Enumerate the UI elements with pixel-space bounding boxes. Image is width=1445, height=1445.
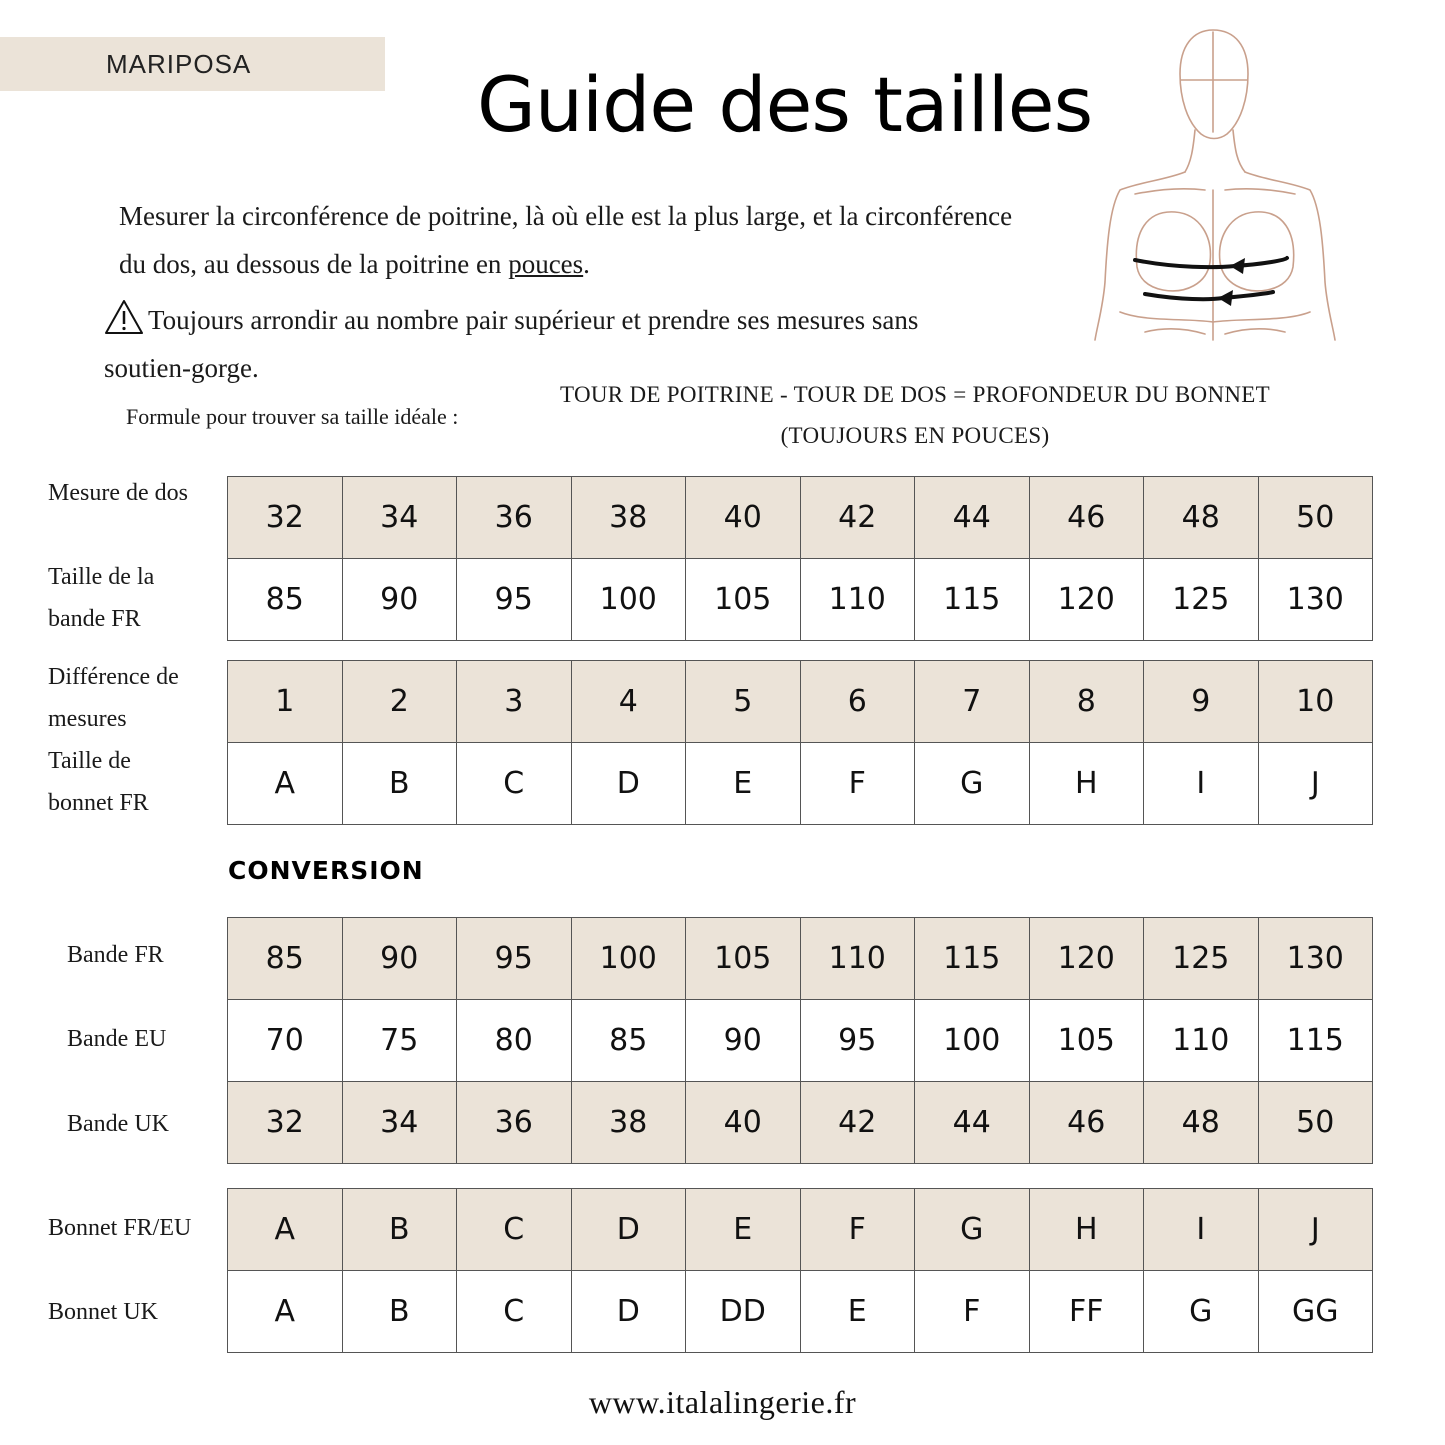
table-cell: DD <box>686 1271 801 1353</box>
table-cell: C <box>457 1189 572 1271</box>
table-cell: 36 <box>457 1082 572 1164</box>
table-row <box>228 559 1373 641</box>
table-cell: 125 <box>1144 559 1259 641</box>
table-cell: A <box>228 1189 343 1271</box>
table-cell: 75 <box>342 1000 457 1082</box>
conversion-heading: CONVERSION <box>228 856 424 885</box>
table-cell: 40 <box>686 477 801 559</box>
table-cell: 95 <box>457 559 572 641</box>
table-cell: B <box>342 743 457 825</box>
table-cell: F <box>800 1189 915 1271</box>
table-row <box>228 661 1373 743</box>
table-cell: E <box>686 743 801 825</box>
table-cell: 6 <box>800 661 915 743</box>
cup-size-table <box>227 660 1373 825</box>
table-cell: 48 <box>1144 1082 1259 1164</box>
table-cell: 100 <box>571 559 686 641</box>
table-cell: 44 <box>915 1082 1030 1164</box>
table-cell: E <box>800 1271 915 1353</box>
table-cell: 3 <box>457 661 572 743</box>
table-cell: 85 <box>571 1000 686 1082</box>
table-cell: 115 <box>915 918 1030 1000</box>
table-cell: 9 <box>1144 661 1259 743</box>
formula-label: Formule pour trouver sa taille idéale : <box>126 404 459 429</box>
table-cell: FF <box>1029 1271 1144 1353</box>
table-cell: 115 <box>915 559 1030 641</box>
table-cell: 8 <box>1029 661 1144 743</box>
row-label-cup-uk: Bonnet UK <box>48 1299 158 1325</box>
table-cell: E <box>686 1189 801 1271</box>
table-cell: 70 <box>228 1000 343 1082</box>
table-cell: H <box>1029 743 1144 825</box>
table-cell: 38 <box>571 1082 686 1164</box>
warning-text: Toujours arrondir au nombre pair supérieur et prendre ses mesures sans soutien-gorge. <box>104 305 919 383</box>
row-label-band-uk: Bande UK <box>67 1111 169 1137</box>
formula <box>520 374 1310 456</box>
table-cell: 34 <box>342 1082 457 1164</box>
table-cell: 100 <box>915 1000 1030 1082</box>
table-cell: 130 <box>1258 559 1373 641</box>
table-cell: J <box>1258 743 1373 825</box>
table-cell: 120 <box>1029 559 1144 641</box>
table-cell: 40 <box>686 1082 801 1164</box>
table-row <box>228 1271 1373 1353</box>
row-label-band-fr: Bande FR <box>67 942 164 968</box>
row-label-cup-size-fr: Taille de bonnet FR <box>48 748 149 816</box>
table-cell: 50 <box>1258 477 1373 559</box>
table-cell: 110 <box>800 559 915 641</box>
table-cell: 42 <box>800 1082 915 1164</box>
table-cell: G <box>915 743 1030 825</box>
table-cell: 42 <box>800 477 915 559</box>
table-cell: 105 <box>1029 1000 1144 1082</box>
table-cell: D <box>571 1189 686 1271</box>
row-label-back-measure: Mesure de dos <box>48 480 188 506</box>
table-cell: 90 <box>686 1000 801 1082</box>
table-cell: 46 <box>1029 1082 1144 1164</box>
table-cell: A <box>228 1271 343 1353</box>
table-cell: 48 <box>1144 477 1259 559</box>
table-cell: G <box>1144 1271 1259 1353</box>
table-cell: GG <box>1258 1271 1373 1353</box>
table-cell: D <box>571 1271 686 1353</box>
formula-line-2: (TOUJOURS EN POUCES) <box>780 423 1050 448</box>
table-cell: B <box>342 1271 457 1353</box>
table-cell: 50 <box>1258 1082 1373 1164</box>
table-cell: 85 <box>228 559 343 641</box>
table-cell: 100 <box>571 918 686 1000</box>
table-cell: C <box>457 1271 572 1353</box>
table-cell: 110 <box>800 918 915 1000</box>
row-label-measure-difference: Différence de mesures <box>48 664 179 732</box>
table-cell: 85 <box>228 918 343 1000</box>
band-size-table <box>227 476 1373 641</box>
website-link[interactable]: www.italalingerie.fr <box>588 1384 857 1420</box>
row-label-band-eu: Bande EU <box>67 1026 167 1052</box>
table-cell: 32 <box>228 477 343 559</box>
table-cell: F <box>800 743 915 825</box>
intro-end: . <box>583 249 590 279</box>
table-cell: 115 <box>1258 1000 1373 1082</box>
torso-sketch-image <box>1085 22 1345 342</box>
table-cell: I <box>1144 743 1259 825</box>
table-cell: 10 <box>1258 661 1373 743</box>
measurement-instructions <box>119 192 1019 288</box>
page-title: Guide des tailles <box>477 60 1093 149</box>
table-row <box>228 1189 1373 1271</box>
table-cell: 125 <box>1144 918 1259 1000</box>
table-cell: 105 <box>686 559 801 641</box>
table-cell: 7 <box>915 661 1030 743</box>
table-cell: 1 <box>228 661 343 743</box>
brand-name: MARIPOSA <box>106 49 252 79</box>
table-cell: 90 <box>342 559 457 641</box>
table-cell: F <box>915 1271 1030 1353</box>
table-row <box>228 1000 1373 1082</box>
warning-triangle-icon <box>104 299 144 335</box>
table-row <box>228 477 1373 559</box>
formula-line-1: TOUR DE POITRINE - TOUR DE DOS = PROFONDEUR DU BONNET <box>560 382 1270 407</box>
table-cell: 130 <box>1258 918 1373 1000</box>
table-cell: 46 <box>1029 477 1144 559</box>
table-cell: 105 <box>686 918 801 1000</box>
table-cell: 2 <box>342 661 457 743</box>
table-cell: J <box>1258 1189 1373 1271</box>
brand-tag <box>0 37 385 91</box>
table-cell: 4 <box>571 661 686 743</box>
table-cell: D <box>571 743 686 825</box>
row-label-cup-fr-eu: Bonnet FR/EU <box>48 1215 192 1241</box>
table-cell: 38 <box>571 477 686 559</box>
table-cell: 95 <box>457 918 572 1000</box>
table-cell: I <box>1144 1189 1259 1271</box>
table-cell: 32 <box>228 1082 343 1164</box>
table-cell: H <box>1029 1189 1144 1271</box>
table-row <box>228 918 1373 1000</box>
cup-conversion-table <box>227 1188 1373 1353</box>
table-row <box>228 1082 1373 1164</box>
table-cell: 110 <box>1144 1000 1259 1082</box>
unit-underlined: pouces <box>508 249 584 279</box>
table-cell: 5 <box>686 661 801 743</box>
table-cell: 34 <box>342 477 457 559</box>
intro-text: Mesurer la circonférence de poitrine, là où elle est la plus large, et la circonférence du dos, au dessous de la poitrine en <box>119 201 1013 279</box>
table-cell: 95 <box>800 1000 915 1082</box>
table-row <box>228 743 1373 825</box>
table-cell: B <box>342 1189 457 1271</box>
table-cell: G <box>915 1189 1030 1271</box>
band-conversion-table <box>227 917 1373 1164</box>
table-cell: C <box>457 743 572 825</box>
table-cell: A <box>228 743 343 825</box>
row-label-band-size-fr: Taille de la bande FR <box>48 564 155 632</box>
table-cell: 36 <box>457 477 572 559</box>
table-cell: 120 <box>1029 918 1144 1000</box>
table-cell: 44 <box>915 477 1030 559</box>
table-cell: 90 <box>342 918 457 1000</box>
table-cell: 80 <box>457 1000 572 1082</box>
